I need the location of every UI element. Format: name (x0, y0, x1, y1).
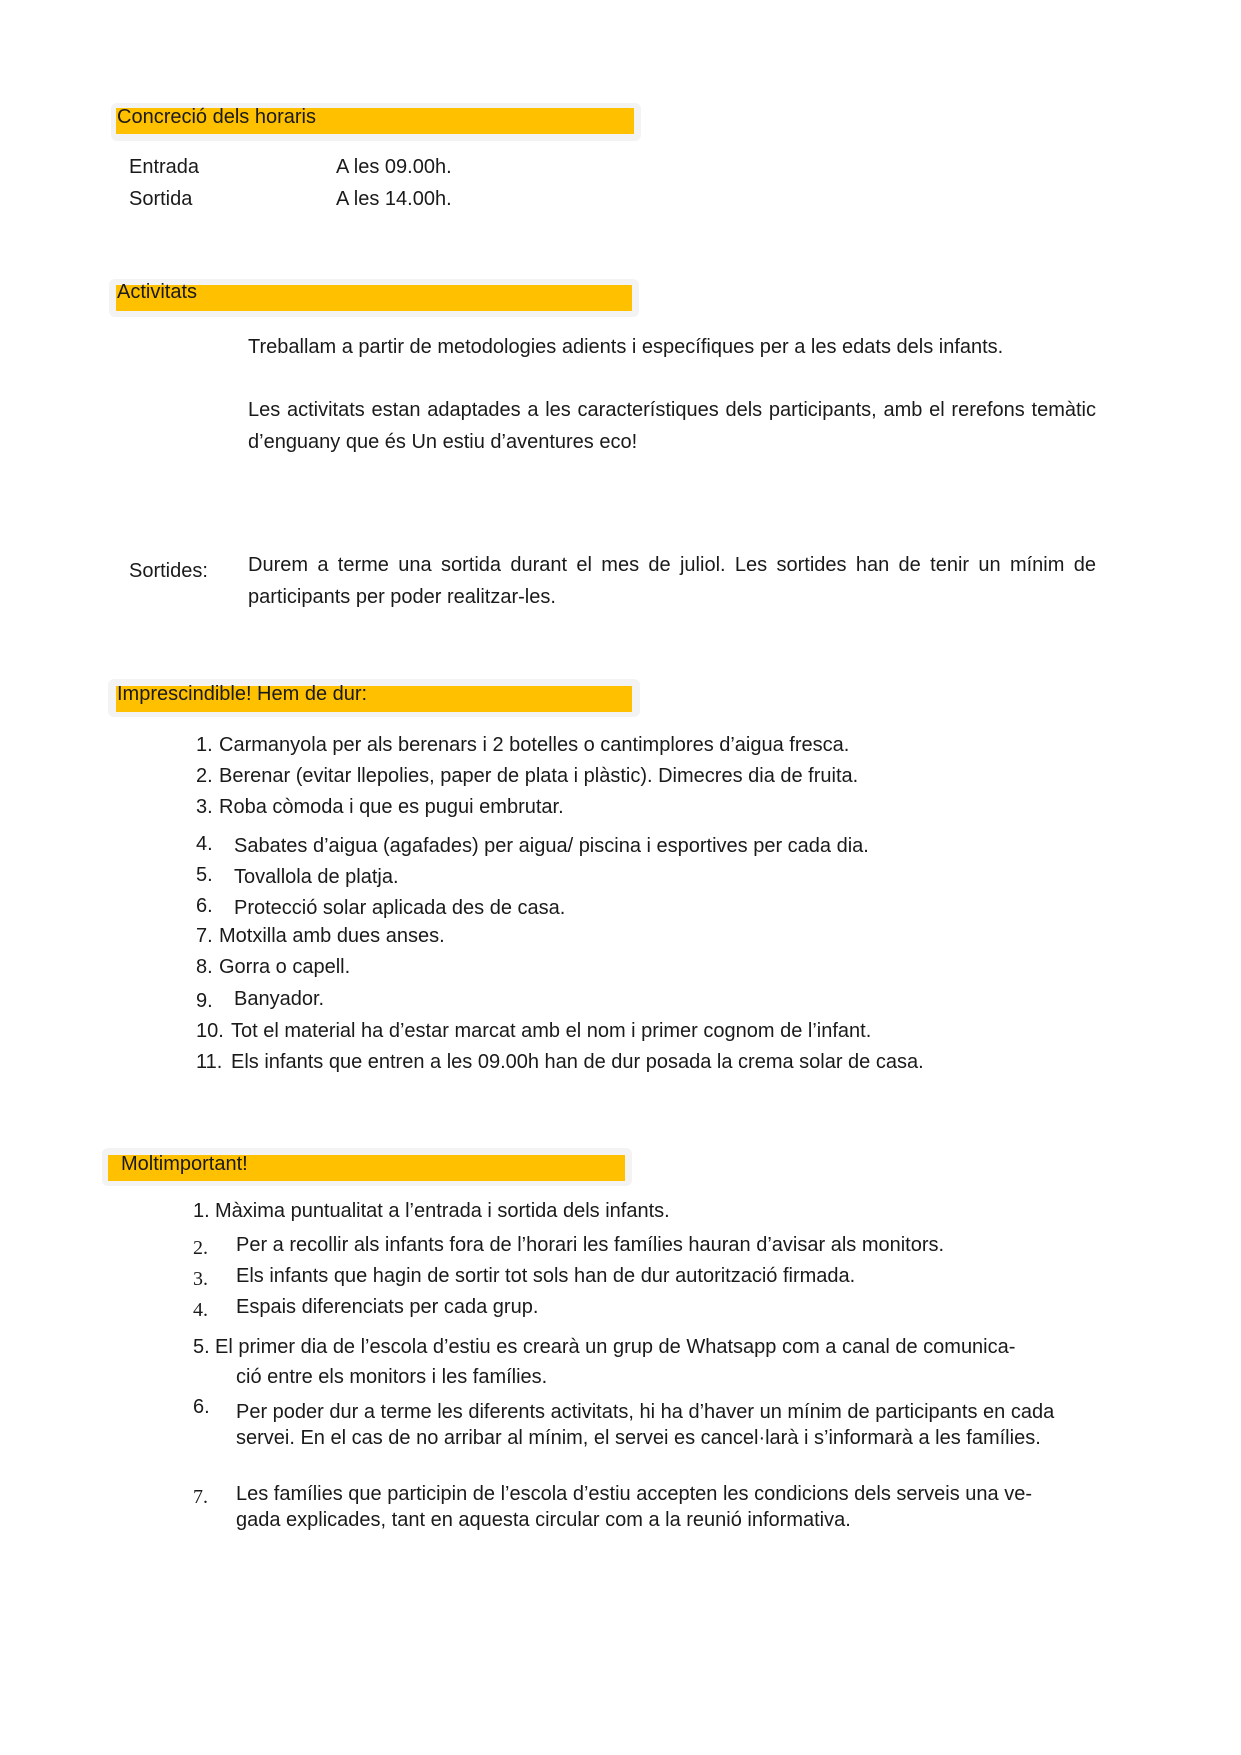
essentials-item-number: 1. (196, 734, 213, 756)
important-item-number: 6. (193, 1396, 210, 1418)
activities-paragraph-2: Les activitats estan adaptades a les característiques dels participants, amb el rerefons temàtic d’enguany que és Un estiu d’aventures eco! (248, 399, 1096, 453)
schedule-entry-label: Entrada (129, 156, 200, 178)
important-item-text-continuation: gada explicades, tant en aquesta circular com a la reunió informativa. (236, 1509, 851, 1531)
schedule-exit-label: Sortida (129, 188, 193, 210)
schedule-exit-value: A les 14.00h. (336, 188, 452, 210)
essentials-item-text: Berenar (evitar llepolies, paper de plata i plàstic). Dimecres dia de fruita. (219, 765, 859, 787)
essentials-item-number: 10. (196, 1020, 224, 1042)
essentials-item-text: Tovallola de platja. (234, 866, 399, 888)
essentials-item-number: 11. (196, 1051, 223, 1073)
important-item-text: Espais diferenciats per cada grup. (236, 1296, 539, 1318)
important-item-text-continuation: ció entre els monitors i les famílies. (236, 1366, 548, 1388)
essentials-item-number: 5. (196, 864, 213, 886)
essentials-item-text: Els infants que entren a les 09.00h han de dur posada la crema solar de casa. (231, 1051, 924, 1073)
essentials-item-text: Motxilla amb dues anses. (219, 925, 445, 947)
essentials-item-number: 7. (196, 925, 213, 947)
essentials-item-text: Sabates d’aigua (agafades) per aigua/ piscina i esportives per cada dia. (234, 835, 869, 857)
important-item-text: Màxima puntualitat a l’entrada i sortida dels infants. (215, 1200, 670, 1222)
essentials-item-text: Gorra o capell. (219, 956, 351, 978)
essentials-item-text: Carmanyola per als berenars i 2 botelles o cantimplores d’aigua fresca. (219, 734, 850, 756)
important-item-text: El primer dia de l’escola d’estiu es crearà un grup de Whatsapp com a canal de comunica- (215, 1336, 1016, 1358)
important-item-number: 1. (193, 1200, 210, 1222)
outings-text: Durem a terme una sortida durant el mes de juliol. Les sortides han de tenir un mínim de participants per poder realitzar-les. (248, 554, 1096, 608)
essentials-heading: Imprescindible! Hem de dur: (117, 683, 368, 705)
important-item-number: 3. (193, 1268, 208, 1290)
essentials-item-number: 8. (196, 956, 213, 978)
essentials-item-text: Banyador. (234, 988, 325, 1010)
essentials-item-number: 9. (196, 990, 213, 1012)
important-item-number: 4. (193, 1299, 208, 1321)
essentials-item-number: 2. (196, 765, 213, 787)
outings-label: Sortides: (129, 560, 208, 582)
activities-paragraph-1: Treballam a partir de metodologies adients i específiques per a les edats dels infants. (248, 336, 1004, 358)
essentials-item-text: Tot el material ha d’estar marcat amb el nom i primer cognom de l’infant. (231, 1020, 872, 1042)
important-item-number: 2. (193, 1237, 208, 1259)
essentials-item-text: Roba còmoda i que es pugui embrutar. (219, 796, 564, 818)
important-item-number: 5. (193, 1336, 210, 1358)
schedule-entry-value: A les 09.00h. (336, 156, 452, 178)
essentials-item-number: 3. (196, 796, 213, 818)
essentials-item-text: Protecció solar aplicada des de casa. (234, 897, 566, 919)
essentials-item-number: 4. (196, 833, 213, 855)
important-item-number: 7. (193, 1486, 208, 1508)
essentials-item-number: 6. (196, 895, 213, 917)
important-item-text: Per a recollir als infants fora de l’horari les famílies hauran d’avisar als monitors. (236, 1234, 945, 1256)
important-item-text: Els infants que hagin de sortir tot sols han de dur autorització firmada. (236, 1265, 856, 1287)
important-heading: Moltimportant! (121, 1153, 248, 1175)
activities-heading: Activitats (117, 281, 198, 303)
important-item-text: Per poder dur a terme les diferents activitats, hi ha d’haver un mínim de participants en cada servei. En el cas de no arribar al mínim, el servei es cancel·larà i s’informarà a les famílies. (236, 1401, 1055, 1449)
important-item-text: Les famílies que participin de l’escola d’estiu accepten les condicions dels serveis una ve- (236, 1483, 1032, 1505)
schedule-heading: Concreció dels horaris (117, 106, 316, 128)
